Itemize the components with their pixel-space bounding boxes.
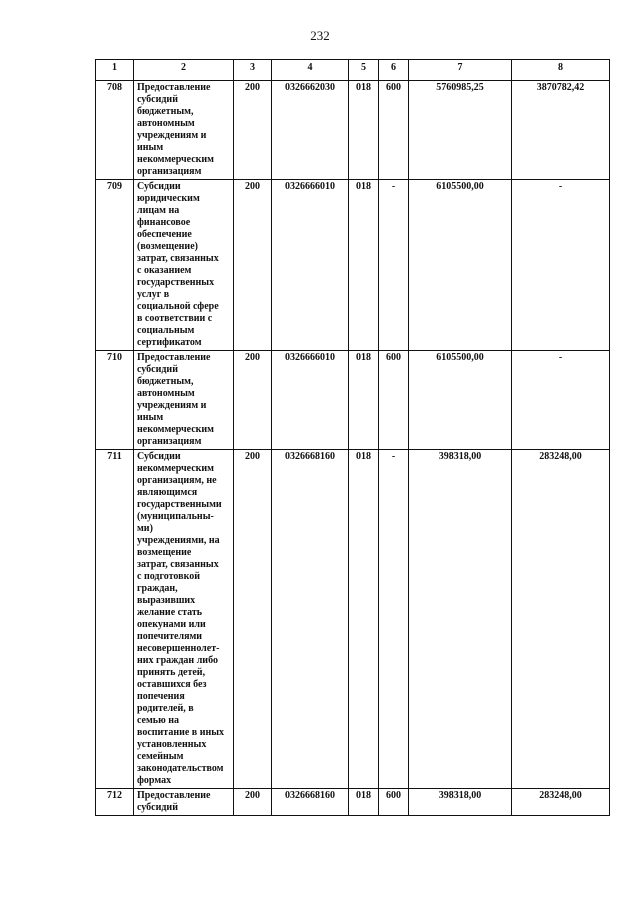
cell-col8: - xyxy=(512,351,610,450)
cell-col3: 200 xyxy=(234,789,272,816)
page-number: 232 xyxy=(310,28,330,43)
cell-col6: 600 xyxy=(379,351,409,450)
column-header: 4 xyxy=(272,60,349,81)
row-name: Субсидии некоммерческим организациям, не являющимся государственными (муниципальны- ми) учреждениями, на возмещение затрат, связанных с подготовкой граждан, выразивших желание стать опекунами или попечителями несовершеннолет- них граждан либо принять детей, оставшихся без попечения родителей, в семью на воспитание в иных установленных семейным законодательством формах xyxy=(134,450,234,789)
table-row xyxy=(96,789,610,816)
cell-col8: 283248,00 xyxy=(512,450,610,789)
cell-col8: 3870782,42 xyxy=(512,81,610,180)
column-header: 1 xyxy=(96,60,134,81)
row-number: 710 xyxy=(96,351,134,450)
cell-col7: 6105500,00 xyxy=(409,180,512,351)
cell-col5: 018 xyxy=(349,789,379,816)
cell-col4: 0326662030 xyxy=(272,81,349,180)
row-name: Предоставление субсидий бюджетным, автономным учреждениям и иным некоммерческим организациям xyxy=(134,81,234,180)
cell-col3: 200 xyxy=(234,180,272,351)
cell-col5: 018 xyxy=(349,81,379,180)
cell-col8: - xyxy=(512,180,610,351)
table-row xyxy=(96,351,610,450)
table-row xyxy=(96,450,610,789)
cell-col5: 018 xyxy=(349,180,379,351)
cell-col4: 0326668160 xyxy=(272,789,349,816)
row-name: Предоставление субсидий xyxy=(134,789,234,816)
budget-table xyxy=(95,59,610,816)
cell-col7: 398318,00 xyxy=(409,450,512,789)
row-number: 709 xyxy=(96,180,134,351)
cell-col3: 200 xyxy=(234,351,272,450)
cell-col4: 0326666010 xyxy=(272,351,349,450)
cell-col6: - xyxy=(379,180,409,351)
row-number: 712 xyxy=(96,789,134,816)
cell-col5: 018 xyxy=(349,450,379,789)
column-header: 2 xyxy=(134,60,234,81)
cell-col7: 6105500,00 xyxy=(409,351,512,450)
column-header: 3 xyxy=(234,60,272,81)
column-header: 6 xyxy=(379,60,409,81)
table-row xyxy=(96,81,610,180)
cell-col8: 283248,00 xyxy=(512,789,610,816)
cell-col3: 200 xyxy=(234,81,272,180)
column-header: 7 xyxy=(409,60,512,81)
column-header: 5 xyxy=(349,60,379,81)
cell-col6: - xyxy=(379,450,409,789)
table-row xyxy=(96,180,610,351)
row-number: 711 xyxy=(96,450,134,789)
row-number: 708 xyxy=(96,81,134,180)
cell-col6: 600 xyxy=(379,789,409,816)
column-header: 8 xyxy=(512,60,610,81)
cell-col6: 600 xyxy=(379,81,409,180)
cell-col4: 0326668160 xyxy=(272,450,349,789)
table-header-row xyxy=(96,60,610,81)
cell-col3: 200 xyxy=(234,450,272,789)
cell-col7: 398318,00 xyxy=(409,789,512,816)
row-name: Субсидии юридическим лицам на финансовое обеспечение (возмещение) затрат, связанных с оказанием государственных услуг в социальной сфере в соответствии с социальным сертификатом xyxy=(134,180,234,351)
cell-col5: 018 xyxy=(349,351,379,450)
cell-col4: 0326666010 xyxy=(272,180,349,351)
row-name: Предоставление субсидий бюджетным, автономным учреждениям и иным некоммерческим организациям xyxy=(134,351,234,450)
cell-col7: 5760985,25 xyxy=(409,81,512,180)
